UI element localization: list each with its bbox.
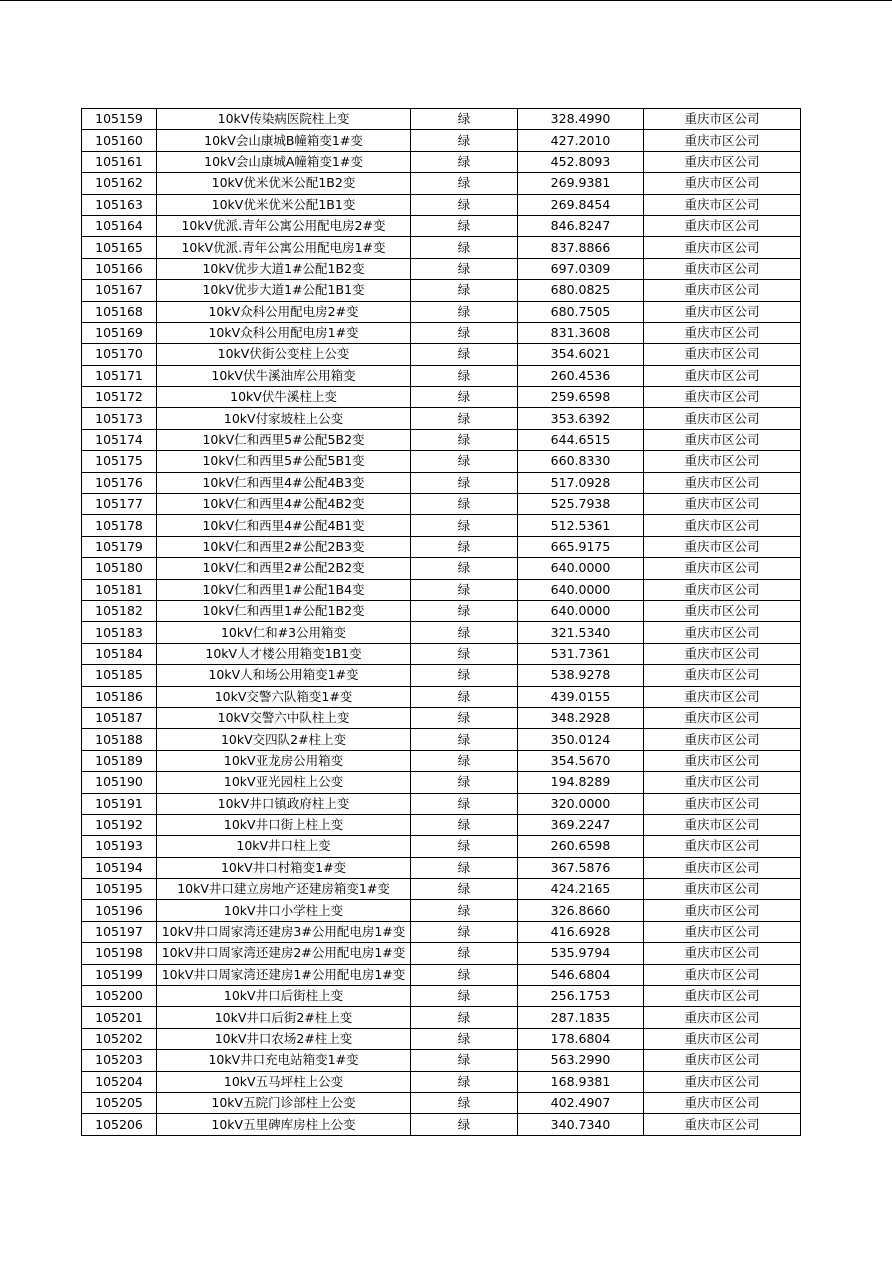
- row-company-cell: 重庆市区公司: [644, 943, 801, 964]
- row-company-cell: 重庆市区公司: [644, 365, 801, 386]
- row-id-cell: 105189: [82, 750, 157, 771]
- table-row: [82, 793, 801, 814]
- row-name-cell: 10kV仁和#3公用箱变: [157, 622, 411, 643]
- row-status-cell: 绿: [411, 686, 518, 707]
- row-value-cell: 354.6021: [518, 344, 644, 365]
- row-value-cell: 367.5876: [518, 857, 644, 878]
- table-row: [82, 451, 801, 472]
- row-status-cell: 绿: [411, 1071, 518, 1092]
- table-row: [82, 707, 801, 728]
- row-status-cell: 绿: [411, 322, 518, 343]
- row-value-cell: 260.6598: [518, 836, 644, 857]
- row-company-cell: 重庆市区公司: [644, 558, 801, 579]
- row-name-cell: 10kV会山康城B幢箱变1#变: [157, 130, 411, 151]
- row-name-cell: 10kV传染病医院柱上变: [157, 109, 411, 130]
- row-name-cell: 10kV井口周家湾还建房1#公用配电房1#变: [157, 964, 411, 985]
- row-status-cell: 绿: [411, 237, 518, 258]
- row-id-cell: 105186: [82, 686, 157, 707]
- row-company-cell: 重庆市区公司: [644, 472, 801, 493]
- row-company-cell: 重庆市区公司: [644, 215, 801, 236]
- row-value-cell: 831.3608: [518, 322, 644, 343]
- row-id-cell: 105177: [82, 494, 157, 515]
- row-value-cell: 546.6804: [518, 964, 644, 985]
- row-id-cell: 105180: [82, 558, 157, 579]
- table-row: [82, 1114, 801, 1135]
- row-value-cell: 194.8289: [518, 772, 644, 793]
- row-id-cell: 105206: [82, 1114, 157, 1135]
- row-value-cell: 178.6804: [518, 1028, 644, 1049]
- row-status-cell: 绿: [411, 1028, 518, 1049]
- row-value-cell: 287.1835: [518, 1007, 644, 1028]
- row-status-cell: 绿: [411, 365, 518, 386]
- row-company-cell: 重庆市区公司: [644, 772, 801, 793]
- row-name-cell: 10kV付家坡柱上公变: [157, 408, 411, 429]
- row-value-cell: 328.4990: [518, 109, 644, 130]
- row-company-cell: 重庆市区公司: [644, 536, 801, 557]
- row-status-cell: 绿: [411, 1007, 518, 1028]
- row-value-cell: 256.1753: [518, 986, 644, 1007]
- row-name-cell: 10kV井口镇政府柱上变: [157, 793, 411, 814]
- row-company-cell: 重庆市区公司: [644, 921, 801, 942]
- row-id-cell: 105187: [82, 707, 157, 728]
- table-row: [82, 686, 801, 707]
- row-company-cell: 重庆市区公司: [644, 814, 801, 835]
- row-company-cell: 重庆市区公司: [644, 707, 801, 728]
- row-status-cell: 绿: [411, 109, 518, 130]
- row-company-cell: 重庆市区公司: [644, 986, 801, 1007]
- row-name-cell: 10kV井口小学柱上变: [157, 900, 411, 921]
- row-name-cell: 10kV伏牛溪柱上变: [157, 387, 411, 408]
- row-value-cell: 640.0000: [518, 600, 644, 621]
- row-status-cell: 绿: [411, 429, 518, 450]
- row-id-cell: 105202: [82, 1028, 157, 1049]
- row-name-cell: 10kV优米优米公配1B2变: [157, 173, 411, 194]
- row-id-cell: 105160: [82, 130, 157, 151]
- row-value-cell: 427.2010: [518, 130, 644, 151]
- row-name-cell: 10kV人和场公用箱变1#变: [157, 665, 411, 686]
- row-value-cell: 416.6928: [518, 921, 644, 942]
- row-company-cell: 重庆市区公司: [644, 387, 801, 408]
- row-status-cell: 绿: [411, 814, 518, 835]
- row-name-cell: 10kV井口周家湾还建房2#公用配电房1#变: [157, 943, 411, 964]
- row-company-cell: 重庆市区公司: [644, 1007, 801, 1028]
- row-status-cell: 绿: [411, 857, 518, 878]
- table-row: [82, 472, 801, 493]
- row-name-cell: 10kV伏牛溪油库公用箱变: [157, 365, 411, 386]
- row-id-cell: 105182: [82, 600, 157, 621]
- row-id-cell: 105175: [82, 451, 157, 472]
- table-row: [82, 173, 801, 194]
- row-company-cell: 重庆市区公司: [644, 665, 801, 686]
- row-id-cell: 105205: [82, 1092, 157, 1113]
- table-row: [82, 1071, 801, 1092]
- row-id-cell: 105183: [82, 622, 157, 643]
- row-status-cell: 绿: [411, 729, 518, 750]
- row-id-cell: 105185: [82, 665, 157, 686]
- row-company-cell: 重庆市区公司: [644, 1092, 801, 1113]
- row-name-cell: 10kV仁和西里4#公配4B2变: [157, 494, 411, 515]
- row-status-cell: 绿: [411, 793, 518, 814]
- row-company-cell: 重庆市区公司: [644, 515, 801, 536]
- row-id-cell: 105204: [82, 1071, 157, 1092]
- row-name-cell: 10kV交四队2#柱上变: [157, 729, 411, 750]
- table-row: [82, 151, 801, 172]
- row-value-cell: 269.8454: [518, 194, 644, 215]
- row-value-cell: 531.7361: [518, 643, 644, 664]
- row-name-cell: 10kV五院门诊部柱上公变: [157, 1092, 411, 1113]
- table-body: [82, 109, 801, 1136]
- row-name-cell: 10kV伏街公变柱上公变: [157, 344, 411, 365]
- row-id-cell: 105179: [82, 536, 157, 557]
- row-company-cell: 重庆市区公司: [644, 408, 801, 429]
- table-row: [82, 387, 801, 408]
- row-id-cell: 105173: [82, 408, 157, 429]
- table-row: [82, 258, 801, 279]
- row-id-cell: 105198: [82, 943, 157, 964]
- table-row: [82, 579, 801, 600]
- row-value-cell: 350.0124: [518, 729, 644, 750]
- row-company-cell: 重庆市区公司: [644, 729, 801, 750]
- row-value-cell: 439.0155: [518, 686, 644, 707]
- row-company-cell: 重庆市区公司: [644, 237, 801, 258]
- row-id-cell: 105194: [82, 857, 157, 878]
- row-company-cell: 重庆市区公司: [644, 600, 801, 621]
- row-id-cell: 105200: [82, 986, 157, 1007]
- data-table: [81, 108, 801, 1136]
- table-row: [82, 344, 801, 365]
- table-row: [82, 408, 801, 429]
- table-row: [82, 365, 801, 386]
- row-company-cell: 重庆市区公司: [644, 130, 801, 151]
- row-status-cell: 绿: [411, 194, 518, 215]
- table-row: [82, 515, 801, 536]
- row-name-cell: 10kV五里碑库房柱上公变: [157, 1114, 411, 1135]
- row-value-cell: 846.8247: [518, 215, 644, 236]
- row-value-cell: 259.6598: [518, 387, 644, 408]
- table-row: [82, 280, 801, 301]
- row-id-cell: 105197: [82, 921, 157, 942]
- row-company-cell: 重庆市区公司: [644, 1071, 801, 1092]
- row-status-cell: 绿: [411, 451, 518, 472]
- row-status-cell: 绿: [411, 515, 518, 536]
- row-id-cell: 105181: [82, 579, 157, 600]
- row-value-cell: 369.2247: [518, 814, 644, 835]
- row-company-cell: 重庆市区公司: [644, 194, 801, 215]
- row-status-cell: 绿: [411, 772, 518, 793]
- row-name-cell: 10kV优米优米公配1B1变: [157, 194, 411, 215]
- table-row: [82, 857, 801, 878]
- row-company-cell: 重庆市区公司: [644, 686, 801, 707]
- row-company-cell: 重庆市区公司: [644, 173, 801, 194]
- row-company-cell: 重庆市区公司: [644, 579, 801, 600]
- row-status-cell: 绿: [411, 280, 518, 301]
- row-value-cell: 538.9278: [518, 665, 644, 686]
- row-value-cell: 321.5340: [518, 622, 644, 643]
- row-company-cell: 重庆市区公司: [644, 1114, 801, 1135]
- row-value-cell: 402.4907: [518, 1092, 644, 1113]
- row-name-cell: 10kV亚龙房公用箱变: [157, 750, 411, 771]
- row-value-cell: 326.8660: [518, 900, 644, 921]
- row-id-cell: 105164: [82, 215, 157, 236]
- row-id-cell: 105190: [82, 772, 157, 793]
- row-id-cell: 105192: [82, 814, 157, 835]
- row-status-cell: 绿: [411, 921, 518, 942]
- table-row: [82, 194, 801, 215]
- row-value-cell: 525.7938: [518, 494, 644, 515]
- row-id-cell: 105195: [82, 879, 157, 900]
- table-row: [82, 215, 801, 236]
- row-value-cell: 348.2928: [518, 707, 644, 728]
- row-status-cell: 绿: [411, 900, 518, 921]
- table-row: [82, 130, 801, 151]
- row-company-cell: 重庆市区公司: [644, 643, 801, 664]
- row-name-cell: 10kV亚光园柱上公变: [157, 772, 411, 793]
- row-status-cell: 绿: [411, 1092, 518, 1113]
- row-company-cell: 重庆市区公司: [644, 964, 801, 985]
- row-id-cell: 105199: [82, 964, 157, 985]
- row-id-cell: 105178: [82, 515, 157, 536]
- row-company-cell: 重庆市区公司: [644, 900, 801, 921]
- table-row: [82, 879, 801, 900]
- row-status-cell: 绿: [411, 173, 518, 194]
- row-status-cell: 绿: [411, 408, 518, 429]
- row-company-cell: 重庆市区公司: [644, 1050, 801, 1071]
- row-id-cell: 105203: [82, 1050, 157, 1071]
- row-name-cell: 10kV井口后街柱上变: [157, 986, 411, 1007]
- row-status-cell: 绿: [411, 643, 518, 664]
- row-id-cell: 105168: [82, 301, 157, 322]
- table-row: [82, 558, 801, 579]
- row-id-cell: 105166: [82, 258, 157, 279]
- table-row: [82, 643, 801, 664]
- row-status-cell: 绿: [411, 1050, 518, 1071]
- row-name-cell: 10kV优派.青年公寓公用配电房1#变: [157, 237, 411, 258]
- row-name-cell: 10kV交警六中队柱上变: [157, 707, 411, 728]
- row-value-cell: 353.6392: [518, 408, 644, 429]
- row-id-cell: 105161: [82, 151, 157, 172]
- row-id-cell: 105201: [82, 1007, 157, 1028]
- row-status-cell: 绿: [411, 707, 518, 728]
- row-name-cell: 10kV井口后街2#柱上变: [157, 1007, 411, 1028]
- row-id-cell: 105165: [82, 237, 157, 258]
- row-value-cell: 640.0000: [518, 579, 644, 600]
- row-company-cell: 重庆市区公司: [644, 1028, 801, 1049]
- row-name-cell: 10kV人才楼公用箱变1B1变: [157, 643, 411, 664]
- row-status-cell: 绿: [411, 151, 518, 172]
- row-value-cell: 535.9794: [518, 943, 644, 964]
- table-row: [82, 986, 801, 1007]
- row-company-cell: 重庆市区公司: [644, 429, 801, 450]
- table-row: [82, 536, 801, 557]
- row-name-cell: 10kV井口充电站箱变1#变: [157, 1050, 411, 1071]
- row-name-cell: 10kV仁和西里4#公配4B1变: [157, 515, 411, 536]
- row-status-cell: 绿: [411, 387, 518, 408]
- row-name-cell: 10kV仁和西里2#公配2B2变: [157, 558, 411, 579]
- row-name-cell: 10kV井口建立房地产还建房箱变1#变: [157, 879, 411, 900]
- table-row: [82, 836, 801, 857]
- row-id-cell: 105188: [82, 729, 157, 750]
- row-status-cell: 绿: [411, 258, 518, 279]
- table-row: [82, 1092, 801, 1113]
- row-company-cell: 重庆市区公司: [644, 793, 801, 814]
- row-company-cell: 重庆市区公司: [644, 322, 801, 343]
- row-company-cell: 重庆市区公司: [644, 109, 801, 130]
- row-id-cell: 105191: [82, 793, 157, 814]
- table-row: [82, 494, 801, 515]
- row-status-cell: 绿: [411, 750, 518, 771]
- table-row: [82, 750, 801, 771]
- row-company-cell: 重庆市区公司: [644, 258, 801, 279]
- row-status-cell: 绿: [411, 943, 518, 964]
- row-name-cell: 10kV仁和西里5#公配5B2变: [157, 429, 411, 450]
- row-value-cell: 665.9175: [518, 536, 644, 557]
- row-value-cell: 517.0928: [518, 472, 644, 493]
- row-status-cell: 绿: [411, 836, 518, 857]
- row-name-cell: 10kV仁和西里4#公配4B3变: [157, 472, 411, 493]
- row-value-cell: 340.7340: [518, 1114, 644, 1135]
- row-id-cell: 105171: [82, 365, 157, 386]
- row-status-cell: 绿: [411, 536, 518, 557]
- table-row: [82, 665, 801, 686]
- table-row: [82, 429, 801, 450]
- row-company-cell: 重庆市区公司: [644, 280, 801, 301]
- table-row: [82, 322, 801, 343]
- row-status-cell: 绿: [411, 301, 518, 322]
- row-value-cell: 320.0000: [518, 793, 644, 814]
- row-status-cell: 绿: [411, 600, 518, 621]
- table-row: [82, 109, 801, 130]
- row-name-cell: 10kV仁和西里5#公配5B1变: [157, 451, 411, 472]
- row-id-cell: 105193: [82, 836, 157, 857]
- row-value-cell: 424.2165: [518, 879, 644, 900]
- row-company-cell: 重庆市区公司: [644, 622, 801, 643]
- row-name-cell: 10kV众科公用配电房1#变: [157, 322, 411, 343]
- row-status-cell: 绿: [411, 964, 518, 985]
- row-company-cell: 重庆市区公司: [644, 836, 801, 857]
- row-company-cell: 重庆市区公司: [644, 750, 801, 771]
- row-status-cell: 绿: [411, 344, 518, 365]
- row-name-cell: 10kV优步大道1#公配1B1变: [157, 280, 411, 301]
- table-row: [82, 900, 801, 921]
- table-row: [82, 921, 801, 942]
- row-company-cell: 重庆市区公司: [644, 151, 801, 172]
- table-row: [82, 814, 801, 835]
- row-id-cell: 105167: [82, 280, 157, 301]
- row-name-cell: 10kV众科公用配电房2#变: [157, 301, 411, 322]
- row-status-cell: 绿: [411, 622, 518, 643]
- row-name-cell: 10kV井口农场2#柱上变: [157, 1028, 411, 1049]
- row-name-cell: 10kV交警六队箱变1#变: [157, 686, 411, 707]
- row-company-cell: 重庆市区公司: [644, 857, 801, 878]
- row-company-cell: 重庆市区公司: [644, 451, 801, 472]
- row-value-cell: 697.0309: [518, 258, 644, 279]
- row-status-cell: 绿: [411, 130, 518, 151]
- row-name-cell: 10kV优步大道1#公配1B2变: [157, 258, 411, 279]
- row-name-cell: 10kV会山康城A幢箱变1#变: [157, 151, 411, 172]
- row-name-cell: 10kV仁和西里1#公配1B4变: [157, 579, 411, 600]
- row-id-cell: 105163: [82, 194, 157, 215]
- row-id-cell: 105170: [82, 344, 157, 365]
- row-value-cell: 680.0825: [518, 280, 644, 301]
- table-row: [82, 772, 801, 793]
- row-value-cell: 260.4536: [518, 365, 644, 386]
- row-value-cell: 640.0000: [518, 558, 644, 579]
- row-name-cell: 10kV井口街上柱上变: [157, 814, 411, 835]
- row-value-cell: 563.2990: [518, 1050, 644, 1071]
- row-id-cell: 105159: [82, 109, 157, 130]
- row-name-cell: 10kV井口柱上变: [157, 836, 411, 857]
- row-status-cell: 绿: [411, 558, 518, 579]
- row-id-cell: 105184: [82, 643, 157, 664]
- row-id-cell: 105172: [82, 387, 157, 408]
- row-value-cell: 452.8093: [518, 151, 644, 172]
- row-status-cell: 绿: [411, 215, 518, 236]
- row-status-cell: 绿: [411, 986, 518, 1007]
- row-value-cell: 354.5670: [518, 750, 644, 771]
- row-name-cell: 10kV仁和西里1#公配1B2变: [157, 600, 411, 621]
- row-company-cell: 重庆市区公司: [644, 879, 801, 900]
- row-id-cell: 105176: [82, 472, 157, 493]
- table-row: [82, 600, 801, 621]
- row-name-cell: 10kV优派.青年公寓公用配电房2#变: [157, 215, 411, 236]
- row-company-cell: 重庆市区公司: [644, 301, 801, 322]
- row-status-cell: 绿: [411, 472, 518, 493]
- row-name-cell: 10kV井口村箱变1#变: [157, 857, 411, 878]
- row-value-cell: 644.6515: [518, 429, 644, 450]
- row-id-cell: 105196: [82, 900, 157, 921]
- table-row: [82, 943, 801, 964]
- table-row: [82, 1050, 801, 1071]
- page-top-border: [0, 0, 892, 1]
- row-company-cell: 重庆市区公司: [644, 494, 801, 515]
- table-row: [82, 1007, 801, 1028]
- row-id-cell: 105174: [82, 429, 157, 450]
- row-value-cell: 269.9381: [518, 173, 644, 194]
- row-status-cell: 绿: [411, 665, 518, 686]
- row-value-cell: 168.9381: [518, 1071, 644, 1092]
- row-value-cell: 660.8330: [518, 451, 644, 472]
- row-name-cell: 10kV五马坪柱上公变: [157, 1071, 411, 1092]
- table-row: [82, 237, 801, 258]
- row-name-cell: 10kV井口周家湾还建房3#公用配电房1#变: [157, 921, 411, 942]
- row-value-cell: 680.7505: [518, 301, 644, 322]
- row-status-cell: 绿: [411, 1114, 518, 1135]
- table-row: [82, 729, 801, 750]
- table-row: [82, 1028, 801, 1049]
- table-row: [82, 301, 801, 322]
- row-value-cell: 837.8866: [518, 237, 644, 258]
- row-company-cell: 重庆市区公司: [644, 344, 801, 365]
- row-status-cell: 绿: [411, 494, 518, 515]
- row-id-cell: 105162: [82, 173, 157, 194]
- row-name-cell: 10kV仁和西里2#公配2B3变: [157, 536, 411, 557]
- row-status-cell: 绿: [411, 579, 518, 600]
- table-row: [82, 964, 801, 985]
- row-status-cell: 绿: [411, 879, 518, 900]
- row-id-cell: 105169: [82, 322, 157, 343]
- table-row: [82, 622, 801, 643]
- row-value-cell: 512.5361: [518, 515, 644, 536]
